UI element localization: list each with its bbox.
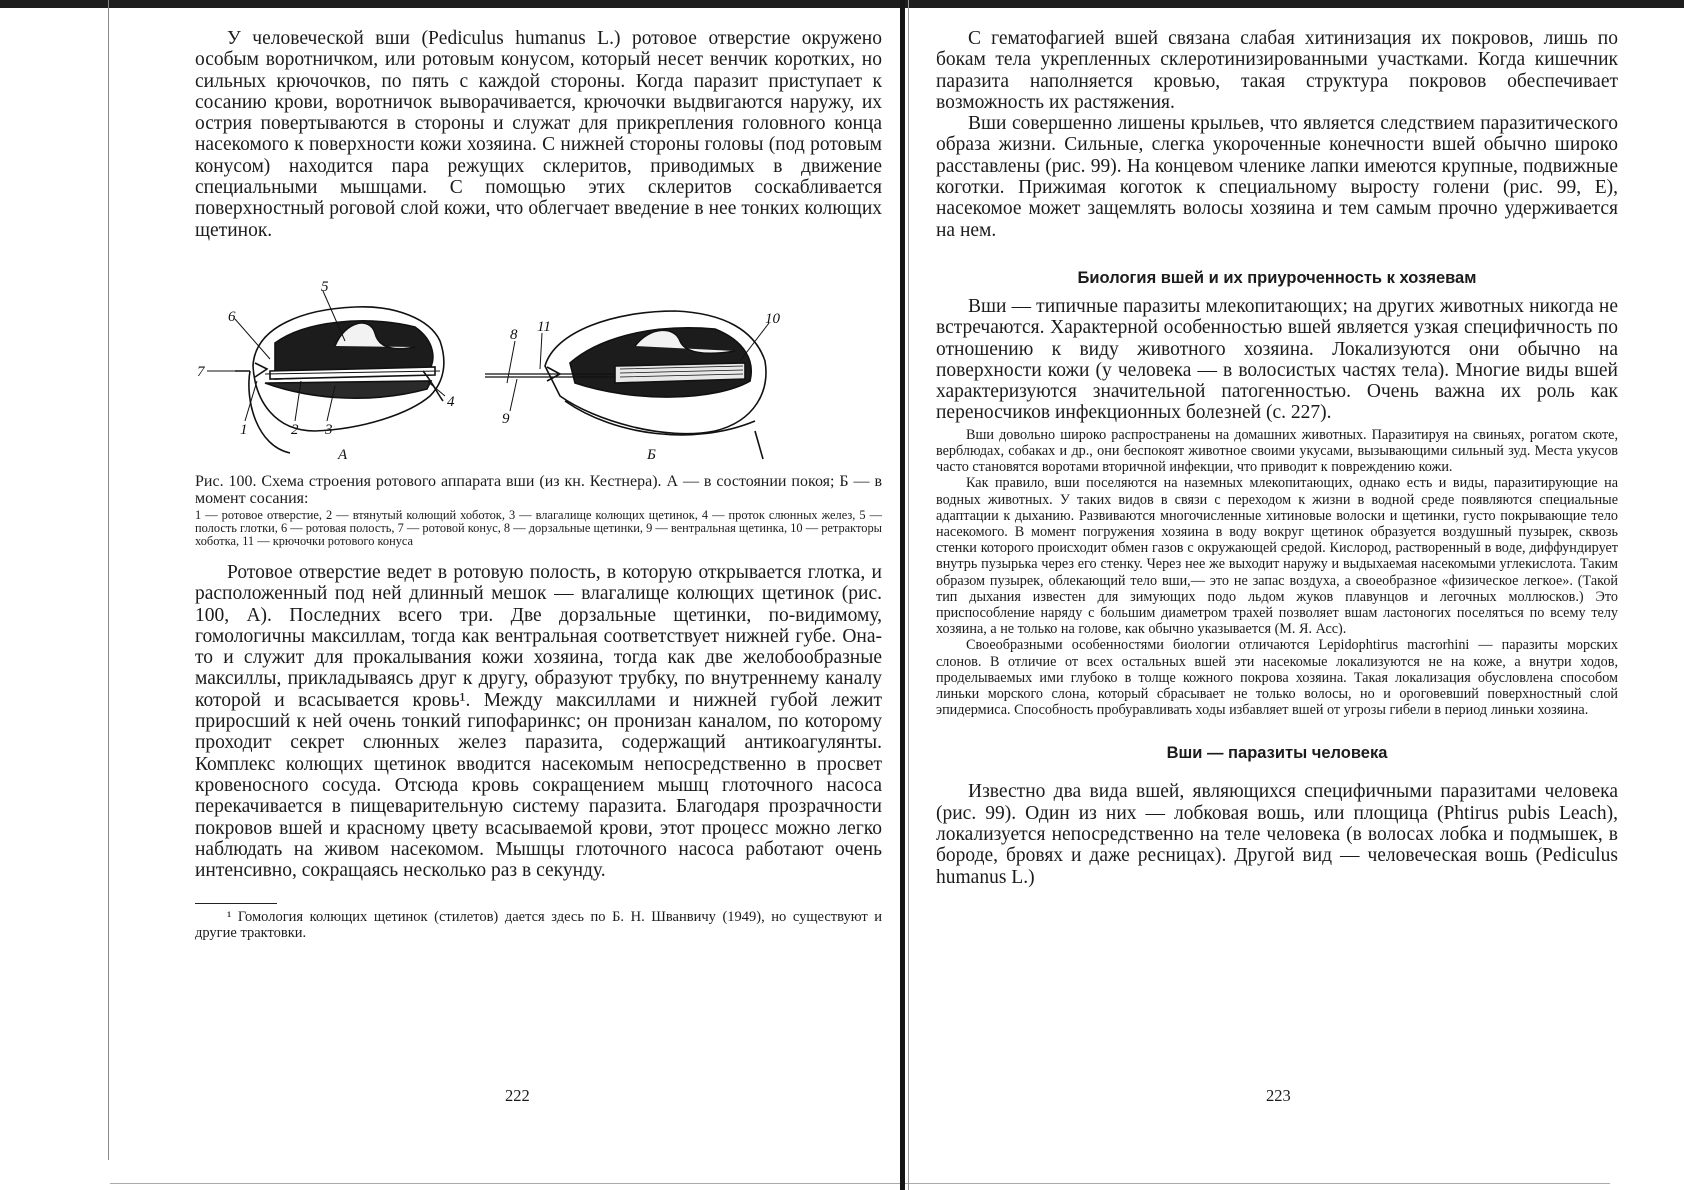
footnote: ¹ Гомология колющих щетинок (стилетов) дается здесь по Б. Н. Шванвичу (1949), но существуют и другие трактовки.	[195, 909, 882, 942]
figure-label-9: 9	[502, 410, 510, 427]
figure-legend: 1 — ротовое отверстие, 2 — втянутый колющий хоботок, 3 — влагалище колющих щетинок, 4 — проток слюнных желез, 5 — полость глотки, 6 — ротовая полость, 7 — ротовой конус, 8 — дорзальные щетинки, 9 — вентральная щетинка, 10 — ретракторы хоботка, 11 — крючочки ротового конуса	[195, 507, 882, 548]
page-left-edge	[108, 0, 109, 1160]
left-page	[195, 28, 882, 941]
figure-label-a: А	[338, 446, 348, 461]
figure-100	[195, 271, 882, 461]
right-paragraph-3: Вши — типичные паразиты млекопитающих; на других животных никогда не встречаются. Характерной особенностью вшей является узкая специфичность по отношению к виду животного хозяина. Локализуются они обычно на поверхности кожи (у человека — в волосистых частях тела). Многие виды вшей характеризуются значительной патогенностью. Очень важна их роль как переносчиков инфекционных болезней (с. 227).	[936, 295, 1618, 424]
figure-label-b: Б	[647, 446, 656, 461]
figure-label-11: 11	[537, 318, 551, 335]
lower-body-a	[265, 381, 431, 398]
right-paragraph-1: С гематофагией вшей связана слабая хитинизация их покровов, лишь по бокам тела укрепленных склеротинизированными участками. Когда кишечник паразита наполняется кровью, такая структура покровов обеспечивает возможность их растяжения.	[936, 28, 1618, 113]
page-number-left: 222	[505, 1086, 530, 1105]
figure-label-4: 4	[447, 393, 455, 410]
figure-label-8: 8	[510, 326, 518, 343]
right-page	[936, 28, 1618, 888]
book-spine-shadow	[908, 0, 909, 1190]
left-paragraph-1: У человеческой вши (Pediculus humanus L.) ротовое отверстие окружено особым воротничком, или ротовым конусом, который несет венчик коротких, но сильных крючочков, по пять с каждой стороны. Когда паразит приступает к сосанию крови, воротничок выворачивается, крючочки выдвигаются наружу, их острия повертываются в стороны и служат для прикрепления головного конца насекомого к поверхности кожи хозяина. С нижней стороны головы (под ротовым конусом) находится пара режущих склеритов, приводимых в движение специальными мышцами. С помощью этих склеритов соскабливается поверхностный роговой слой кожи, что облегчает введение в нее тонких колющих щетинок.	[195, 28, 882, 241]
right-paragraph-4: Известно два вида вшей, являющихся специфичными паразитами человека (рис. 99). Один из них — лобковая вошь, или площица (Phtirus pubis Leach), локализуется непосредственно на теле человека (в волосах лобка и подмышек, в бороде, бровях и даже ресницах). Другой вид — человеческая вошь (Pediculus humanus L.)	[936, 781, 1618, 888]
book-spine	[900, 0, 905, 1190]
mouth-a	[255, 363, 267, 377]
figure-label-2: 2	[291, 421, 299, 438]
section-heading-human-lice: Вши — паразиты человека	[1166, 744, 1388, 763]
left-paragraph-2: Ротовое отверстие ведет в ротовую полость, в которую открывается глотка, и расположенный под ней длинный мешок — влагалище колющих щетинок (рис. 100, А). Последних всего три. Две дорзальные щетинки, по-видимому, гомологичны максиллам, тогда как вентральная соответствует нижней губе. Она-то и служит для прокалывания кожи хозяина, тогда как две желобообразные максиллы, прикладываясь друг к другу, образуют трубку, по внутреннему каналу которой и всасывается кровь¹. Между максиллами и нижней губой лежит приросший к ней очень тонкий гипофаринкс; он пронизан каналом, по которому проходит секрет слюнных желез паразита, содержащий антикоагулянты. Комплекс колющих щетинок вводится насекомым непосредственно в просвет кровеносного сосуда. Отсюда кровь сокращением мышц глоточного насоса перекачивается в пищеварительную систему паразита. Благодаря прозрачности покровов вшей и красному цвету всасываемой крови, этот процесс можно легко наблюдать на живом насекомом. Мышцы глоточного насоса работают очень интенсивно, сокращаясь несколько раз в секунду.	[195, 561, 882, 882]
figure-label-1: 1	[240, 421, 248, 438]
right-paragraph-2: Вши совершенно лишены крыльев, что является следствием паразитического образа жизни. Сильные, слегка укороченные конечности вшей обычно широко расставлены (рис. 99). На концевом членике лапки имеются крупные, подвижные коготки. Прижимая коготок к специальному выросту голени (рис. 99, Е), насекомое может защемлять волосы хозяина и тем самым прочно удерживается на нем.	[936, 113, 1618, 241]
section-heading-biology: Биология вшей и их приуроченность к хозяевам	[1077, 268, 1477, 287]
right-small-paragraph-1: Вши довольно широко распространены на домашних животных. Паразитируя на свиньях, рогатом скоте, верблюдах, собаках и др., они беспокоят животное своими укусами, вызывающими сильный зуд. Места укусов часто становятся воротами вторичной инфекции, что приводит к повреждению кожи.	[936, 426, 1618, 476]
figure-label-6: 6	[228, 308, 236, 325]
figure-caption: Рис. 100. Схема строения ротового аппарата вши (из кн. Кестнера). А — в состоянии покоя; Б — в момент сосания:	[195, 472, 882, 508]
mouthparts-diagram	[195, 271, 882, 461]
figure-label-3: 3	[325, 421, 333, 438]
lower-cuticle-b	[565, 401, 763, 459]
figure-label-10: 10	[765, 310, 780, 327]
right-small-paragraph-2: Как правило, вши поселяются на наземных млекопитающих, однако есть и виды, паразитирующие на водных животных. У таких видов в связи с переходом к жизни в водной среде появляются специальные адаптации к дыханию. Развиваются многочисленные хитиновые волоски и щетинки, густо покрывающие тело насекомого. В момент погружения хозяина в воду вокруг щетинок образуется воздушный пузырек, сквозь стенки которого происходит обмен газов с окружающей средой. Кислород, растворенный в воде, диффундирует внутрь пузырька через его стенку. Через нее же выходит наружу и выдыхаемая насекомыми углекислота. Таким образом пузырек, облекающий тело вши,— это не запас воздуха, а своеобразное «физическое легкое». (Такой тип дыхания известен для зимующих подо льдом жуков плавунцов и легочных моллюсков.) Это приспособление наряду с большим диаметром трахей позволяет вшам ластоногих поселяться по всему телу хозяина, а не только на голове, как обычно указывается (М. Я. Асс).	[936, 475, 1618, 638]
figure-label-7: 7	[197, 363, 205, 380]
right-small-paragraph-3: Своеобразными особенностями биологии отличаются Lepidophtirus macrorhini — паразиты морских слонов. В отличие от всех остальных вшей эти насекомые локализуются не на коже, а внутри ходов, проделываемых ими глубоко в толще кожного покрова хозяина. Такая локализация обусловлена способом линьки морского слона, который сбрасывает не только волосы, но и ороговевший поверхностный слой эпидермиса. Способность пробуравливать ходы избавляет вшей от угрозы гибели в период линьки хозяина.	[936, 637, 1618, 719]
page-number-right: 223	[1266, 1086, 1291, 1105]
footnote-rule	[195, 903, 277, 904]
figure-label-5: 5	[321, 278, 329, 295]
page-bottom-edge	[110, 1183, 1610, 1184]
scan-top-border	[0, 0, 1684, 8]
